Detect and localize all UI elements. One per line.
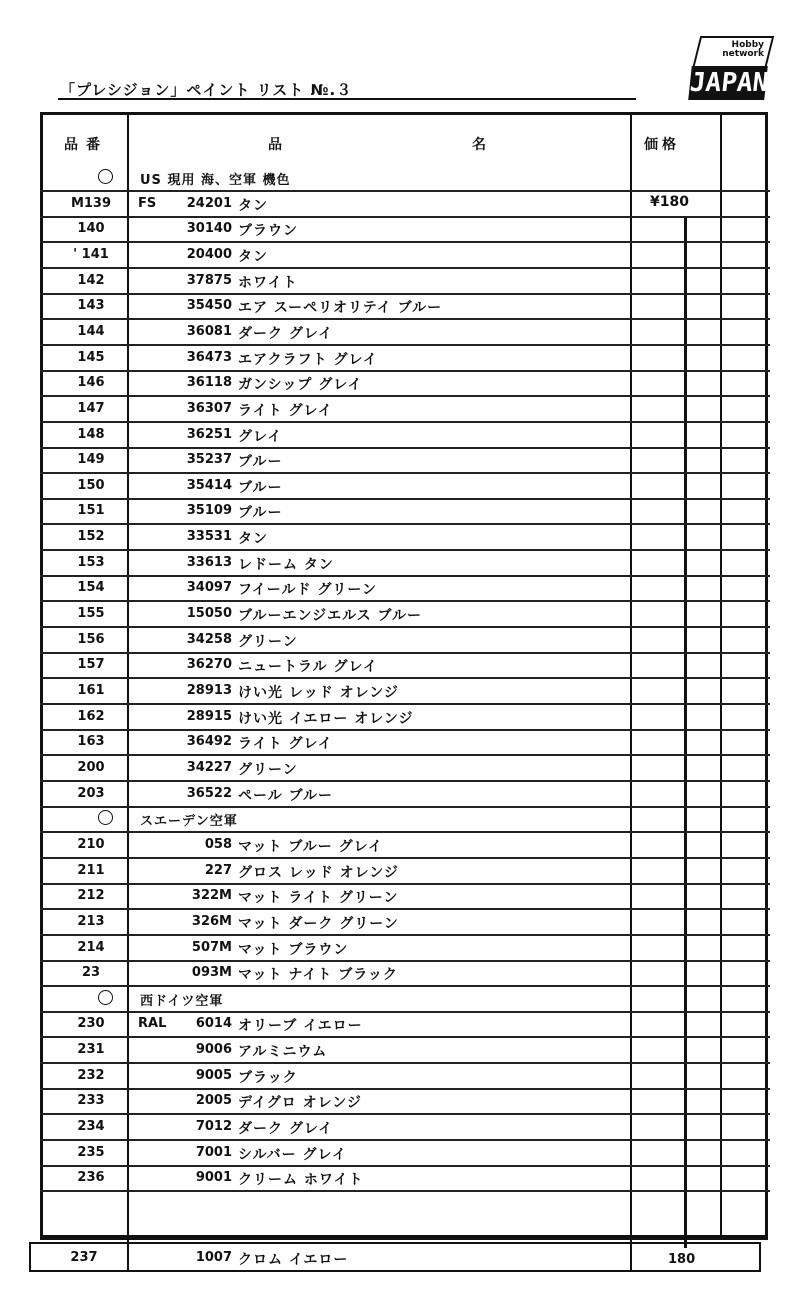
color-number: 7012 xyxy=(195,1119,232,1135)
color-standard-prefix: FS xyxy=(138,195,157,211)
color-name: エアクラフト グレイ xyxy=(238,351,378,368)
product-code: 148 xyxy=(77,426,105,442)
table-row xyxy=(40,318,770,346)
header-name-1: 品 xyxy=(268,137,282,153)
table-row xyxy=(40,1062,770,1090)
color-name: マット ライト グリーン xyxy=(238,890,399,907)
product-code: 145 xyxy=(77,349,105,365)
product-code: 236 xyxy=(77,1170,105,1186)
color-name: アルミニウム xyxy=(238,1044,328,1061)
color-number: 36251 xyxy=(186,426,232,442)
table-row xyxy=(40,728,770,756)
product-code: 210 xyxy=(77,836,105,852)
color-name: マット ダーク グリーン xyxy=(238,915,399,932)
color-name: ブラウン xyxy=(238,223,298,240)
product-code: 231 xyxy=(77,1042,105,1058)
table-row xyxy=(40,831,770,859)
product-code: 155 xyxy=(77,606,105,622)
section-row xyxy=(40,985,770,1013)
color-name: マット ブラウン xyxy=(238,941,349,958)
section-heading: 西ドイツ空軍 xyxy=(140,993,224,1009)
color-name: タン xyxy=(238,197,268,214)
product-code: 150 xyxy=(77,477,105,493)
color-number: 36270 xyxy=(186,657,232,673)
color-number: 9001 xyxy=(195,1170,232,1186)
product-code: 233 xyxy=(77,1093,105,1109)
product-code: 232 xyxy=(77,1067,105,1083)
section-heading: US 現用 海、空軍 機色 xyxy=(140,173,291,188)
title-underline xyxy=(58,98,636,100)
table-row xyxy=(40,523,770,551)
table-row xyxy=(40,549,770,577)
color-number: 35414 xyxy=(186,477,232,493)
color-name: タン xyxy=(238,248,268,265)
color-name: ブルーエンジエルス ブルー xyxy=(238,608,422,625)
section-row xyxy=(40,805,770,833)
color-name: ペール ブルー xyxy=(238,787,334,804)
table-row xyxy=(40,574,770,602)
table-row xyxy=(40,215,770,243)
color-name: けい光 イエロー オレンジ xyxy=(238,710,414,727)
color-number: 30140 xyxy=(186,221,232,237)
color-name: ブルー xyxy=(238,479,283,496)
product-code: 144 xyxy=(77,323,105,339)
product-code: 153 xyxy=(77,554,105,570)
product-code: 163 xyxy=(77,734,105,750)
color-number: 35109 xyxy=(186,503,232,519)
product-code: 162 xyxy=(77,708,105,724)
product-code: 212 xyxy=(77,888,105,904)
color-number: 34097 xyxy=(186,580,232,596)
product-code: 214 xyxy=(77,939,105,955)
color-name: ブルー xyxy=(238,454,283,471)
product-code: 142 xyxy=(77,272,105,288)
color-name: ホワイト xyxy=(238,274,298,291)
color-number: 227 xyxy=(204,862,232,878)
color-standard-prefix: RAL xyxy=(138,1016,167,1032)
color-name: グリーン xyxy=(238,761,298,778)
color-name: ブラック xyxy=(238,1069,298,1086)
color-number: 35450 xyxy=(186,298,232,314)
color-number: 36522 xyxy=(186,785,232,801)
table-row xyxy=(40,934,770,962)
header-price: 価格 xyxy=(644,137,680,153)
table-row xyxy=(40,651,770,679)
color-number: 326M xyxy=(191,913,232,929)
table-row xyxy=(40,1010,770,1038)
table-row xyxy=(40,857,770,885)
color-number: 36473 xyxy=(186,349,232,365)
header-code: 品番 xyxy=(64,137,108,153)
color-number: 058 xyxy=(204,836,232,852)
color-number: 24201 xyxy=(186,195,232,211)
table-row xyxy=(40,369,770,397)
table-row xyxy=(40,472,770,500)
color-number: 35237 xyxy=(186,452,232,468)
color-name: オリーブ イエロー xyxy=(238,1018,363,1035)
product-code: 200 xyxy=(77,759,105,775)
table-row xyxy=(40,703,770,731)
table-row xyxy=(40,190,770,218)
product-code: 157 xyxy=(77,657,105,673)
table-row xyxy=(40,241,770,269)
last-row-name: クロム イエロー xyxy=(238,1252,349,1268)
color-number: 37875 xyxy=(186,272,232,288)
product-code: 156 xyxy=(77,631,105,647)
color-number: 2005 xyxy=(195,1093,232,1109)
product-code: M139 xyxy=(70,195,112,211)
table-row xyxy=(40,292,770,320)
color-name: デイグロ オレンジ xyxy=(238,1095,362,1112)
color-number: 36118 xyxy=(186,375,232,391)
color-number: 9005 xyxy=(195,1067,232,1083)
color-name: マット ナイト ブラック xyxy=(238,967,398,984)
product-code: 234 xyxy=(77,1119,105,1135)
color-name: ダーク グレイ xyxy=(238,1121,334,1138)
table-row xyxy=(40,421,770,449)
table-row xyxy=(40,395,770,423)
color-name: タン xyxy=(238,531,268,548)
table-row xyxy=(40,1164,770,1192)
price: ¥180 xyxy=(650,193,689,210)
color-number: 33613 xyxy=(186,554,232,570)
table-row xyxy=(40,446,770,474)
color-number: 34258 xyxy=(186,631,232,647)
product-code: 143 xyxy=(77,298,105,314)
color-name: エア スーペリオリテイ ブルー xyxy=(238,300,443,317)
section-row xyxy=(40,164,770,192)
table-row xyxy=(40,497,770,525)
color-number: 36492 xyxy=(186,734,232,750)
table-row xyxy=(40,1139,770,1167)
table-row xyxy=(40,882,770,910)
color-name: ブルー xyxy=(238,505,283,522)
color-number: 36307 xyxy=(186,400,232,416)
page-title: 「プレシジョン」ペイント リスト №.３ xyxy=(60,81,353,99)
color-name: グリーン xyxy=(238,633,298,650)
product-code: 230 xyxy=(77,1016,105,1032)
last-row-code: 237 xyxy=(70,1250,98,1265)
product-code: 23 xyxy=(81,965,101,981)
table-row xyxy=(40,344,770,372)
product-code: 235 xyxy=(77,1144,105,1160)
table-row xyxy=(40,959,770,987)
color-name: ライト グレイ xyxy=(238,736,333,753)
color-number: 28913 xyxy=(186,683,232,698)
color-name: けい光 レッド オレンジ xyxy=(238,685,399,701)
logo-wordmark: JAPAN xyxy=(688,68,770,98)
circle-mark-icon xyxy=(98,990,113,1005)
product-code: 161 xyxy=(77,683,105,698)
table-row xyxy=(40,1087,770,1115)
color-name: グレイ xyxy=(238,428,283,445)
product-code: 146 xyxy=(77,375,105,391)
color-number: 20400 xyxy=(186,246,232,262)
product-code: 152 xyxy=(77,529,105,545)
color-name: ガンシップ グレイ xyxy=(238,377,363,394)
table-row xyxy=(40,1113,770,1141)
circle-mark-icon xyxy=(98,810,113,825)
product-code: 140 xyxy=(77,221,105,237)
section-heading: スエーデン空軍 xyxy=(140,814,238,830)
product-code: ' 141 xyxy=(73,246,109,262)
table-header xyxy=(40,112,768,164)
circle-mark-icon xyxy=(98,169,113,184)
last-row-band xyxy=(29,1242,761,1272)
product-code: 154 xyxy=(77,580,105,596)
table-row xyxy=(40,677,770,705)
table-row xyxy=(40,1036,770,1064)
color-number: 6014 xyxy=(195,1016,232,1032)
color-number: 9006 xyxy=(195,1042,232,1058)
color-number: 34227 xyxy=(186,759,232,775)
table-row xyxy=(40,626,770,654)
color-number: 093M xyxy=(191,965,232,981)
color-number: 7001 xyxy=(195,1144,232,1160)
table-row xyxy=(40,267,770,295)
last-row-price: 180 xyxy=(668,1252,696,1267)
color-number: 28915 xyxy=(186,708,232,724)
color-name: フイールド グリーン xyxy=(238,582,378,599)
table-row xyxy=(40,780,770,808)
color-name: ニュートラル グレイ xyxy=(238,659,378,676)
product-code: 149 xyxy=(77,452,105,468)
table-row xyxy=(40,908,770,936)
color-number: 36081 xyxy=(186,323,232,339)
color-number: 15050 xyxy=(186,606,232,622)
product-code: 147 xyxy=(77,400,105,416)
color-number: 507M xyxy=(191,939,232,955)
table-bottom-rule xyxy=(40,1236,768,1240)
product-code: 203 xyxy=(77,785,105,801)
table-row xyxy=(40,600,770,628)
color-name: レドーム タン xyxy=(238,556,334,573)
product-code: 151 xyxy=(77,503,105,519)
color-name: シルバー グレイ xyxy=(238,1146,347,1163)
color-name: グロス レッド オレンジ xyxy=(238,864,399,881)
header-name-2: 名 xyxy=(472,137,486,153)
logo-line-2: network xyxy=(722,49,764,59)
color-name: ライト グレイ xyxy=(238,402,333,419)
product-code: 213 xyxy=(77,913,105,929)
color-name: クリーム ホワイト xyxy=(238,1172,364,1189)
color-name: ダーク グレイ xyxy=(238,325,334,342)
color-name: マット ブルー グレイ xyxy=(238,838,383,855)
product-code: 211 xyxy=(77,862,105,878)
logo-line-1: Hobby xyxy=(731,40,764,50)
color-number: 322M xyxy=(191,888,232,904)
hobby-network-japan-logo xyxy=(686,34,770,102)
color-number: 33531 xyxy=(186,529,232,545)
last-row-number: 1007 xyxy=(195,1250,232,1265)
table-row xyxy=(40,754,770,782)
